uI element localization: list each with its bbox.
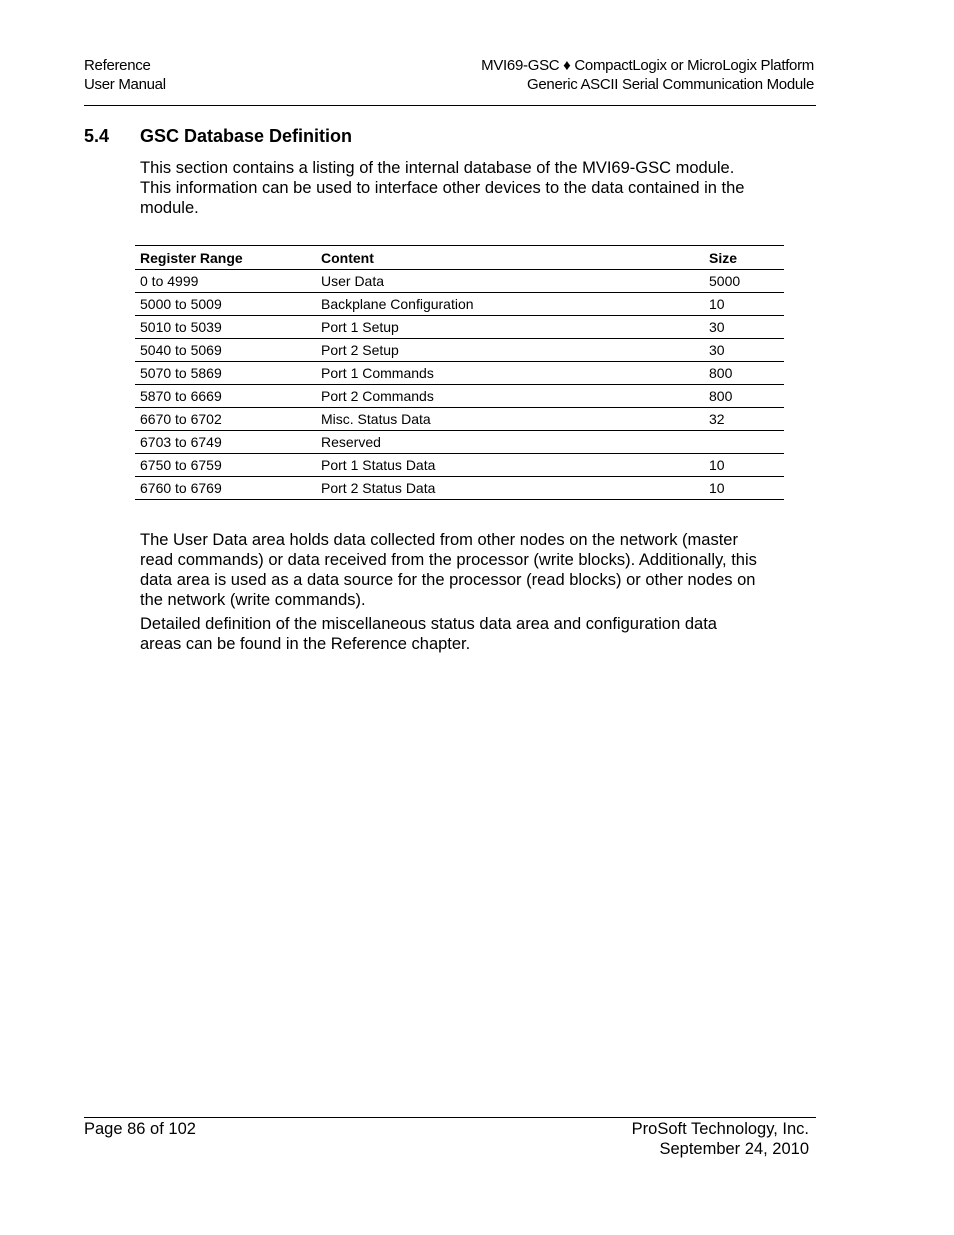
size-cell: 10 [704, 293, 784, 316]
table-row [135, 385, 784, 408]
database-table [135, 245, 784, 500]
content-cell: Port 1 Setup [316, 316, 704, 339]
intro-paragraph: This section contains a listing of the internal database of the MVI69-GSC module. This information can be used to interface other devices to the data contained in the module. [140, 159, 745, 217]
header-product: MVI69-GSC ♦ CompactLogix or MicroLogix Platform [481, 57, 814, 74]
size-cell: 10 [704, 454, 784, 477]
size-cell: 30 [704, 339, 784, 362]
header-doc-type: User Manual [84, 76, 166, 93]
register-range-cell: 5000 to 5009 [135, 293, 316, 316]
table-row [135, 316, 784, 339]
footer-company: ProSoft Technology, Inc. [631, 1120, 809, 1138]
table-row [135, 362, 784, 385]
register-range-cell: 0 to 4999 [135, 270, 316, 293]
table-body [135, 270, 784, 500]
content-cell: User Data [316, 270, 704, 293]
size-cell: 32 [704, 408, 784, 431]
table-row [135, 270, 784, 293]
register-range-cell: 5070 to 5869 [135, 362, 316, 385]
register-range-cell: 6750 to 6759 [135, 454, 316, 477]
content-cell: Port 2 Setup [316, 339, 704, 362]
column-header-register-range: Register Range [135, 246, 316, 270]
header-right [481, 56, 814, 94]
table-row [135, 408, 784, 431]
user-data-paragraph: The User Data area holds data collected from other nodes on the network (master read commands) or data received from the processor (write blocks). Additionally, this data area is used as a data source for the processor (read blocks) or other nodes on the network (write commands). [140, 531, 757, 609]
section-number: 5.4 [84, 126, 110, 146]
size-cell: 30 [704, 316, 784, 339]
table-header-row [135, 246, 784, 270]
size-cell [704, 431, 784, 454]
section-title: GSC Database Definition [140, 126, 353, 146]
header-divider [84, 105, 816, 106]
header-product-subtitle: Generic ASCII Serial Communication Module [527, 76, 814, 93]
reference-paragraph: Detailed definition of the miscellaneous status data area and configuration data areas can be found in the Reference chapter. [140, 615, 717, 653]
footer-date: September 24, 2010 [659, 1140, 809, 1158]
column-header-size: Size [704, 246, 784, 270]
content-cell: Backplane Configuration [316, 293, 704, 316]
content-cell: Port 2 Commands [316, 385, 704, 408]
column-header-content: Content [316, 246, 704, 270]
content-cell: Reserved [316, 431, 704, 454]
footer-right [632, 1119, 809, 1159]
register-range-cell: 5870 to 6669 [135, 385, 316, 408]
register-range-cell: 6670 to 6702 [135, 408, 316, 431]
header-section-label: Reference [84, 57, 151, 74]
footer-divider [84, 1117, 816, 1118]
page-number: Page 86 of 102 [84, 1120, 196, 1138]
table-row [135, 431, 784, 454]
content-cell: Port 1 Commands [316, 362, 704, 385]
content-cell: Port 1 Status Data [316, 454, 704, 477]
content-cell: Port 2 Status Data [316, 477, 704, 500]
size-cell: 10 [704, 477, 784, 500]
size-cell: 5000 [704, 270, 784, 293]
table-row [135, 454, 784, 477]
size-cell: 800 [704, 362, 784, 385]
size-cell: 800 [704, 385, 784, 408]
header-left [84, 56, 166, 94]
register-range-cell: 5010 to 5039 [135, 316, 316, 339]
register-range-cell: 5040 to 5069 [135, 339, 316, 362]
table-row [135, 477, 784, 500]
register-range-cell: 6703 to 6749 [135, 431, 316, 454]
register-range-cell: 6760 to 6769 [135, 477, 316, 500]
table-row [135, 293, 784, 316]
table-row [135, 339, 784, 362]
section-heading [84, 126, 352, 147]
content-cell: Misc. Status Data [316, 408, 704, 431]
